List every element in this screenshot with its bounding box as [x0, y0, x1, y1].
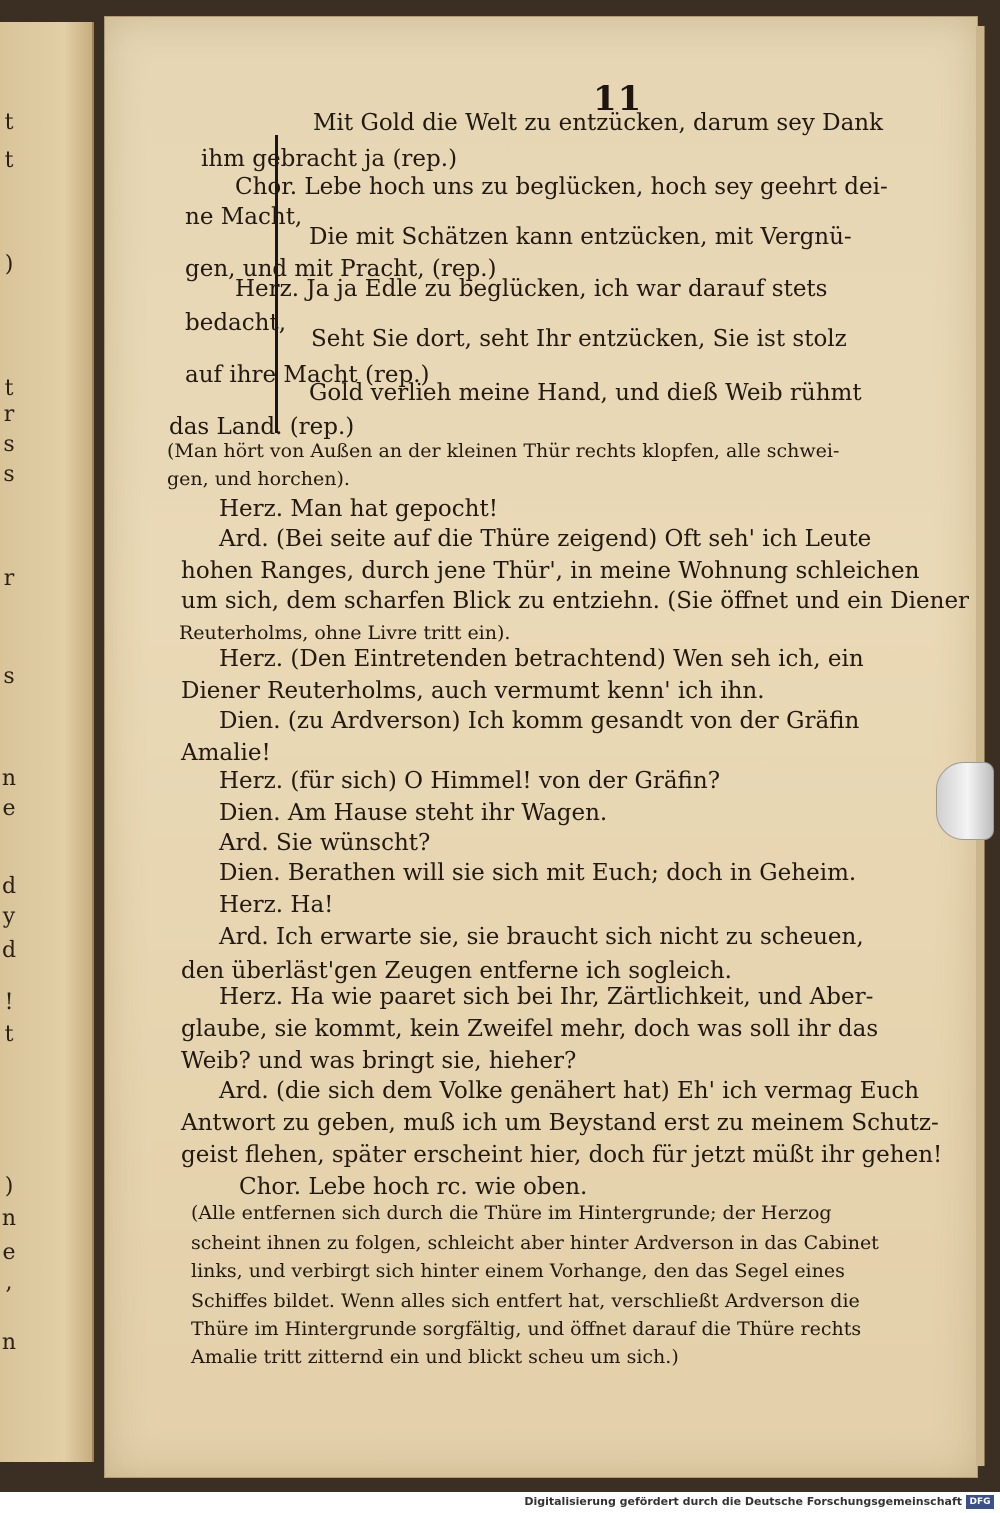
text-line: (Man hört von Außen an der kleinen Thür rechts klopfen, alle schwei-: [167, 440, 840, 462]
text-line: Herz. Ha!: [219, 892, 334, 918]
text-line: ihm gebracht ja (rep.): [201, 146, 458, 172]
text-line: Schiffes bildet. Wenn alles sich entfert hat, verschließt Ardverson die: [191, 1290, 860, 1312]
text-line: glaube, sie kommt, kein Zweifel mehr, doch was soll ihr das: [181, 1016, 879, 1042]
text-line: Dien. (zu Ardverson) Ich komm gesandt von der Gräfin: [219, 708, 860, 734]
margin-glyph: ): [4, 1174, 14, 1199]
margin-glyph: e: [2, 1240, 16, 1265]
text-line: Herz. (für sich) O Himmel! von der Gräfin?: [219, 768, 721, 794]
text-line: Amalie!: [181, 740, 271, 766]
margin-glyph: s: [3, 664, 15, 689]
margin-glyph: t: [4, 1022, 14, 1047]
text-line: Herz. (Den Eintretenden betrachtend) Wen seh ich, ein: [219, 646, 864, 672]
text-line: Ard. (die sich dem Volke genähert hat) Eh' ich vermag Euch: [219, 1078, 920, 1104]
text-line: geist flehen, später erscheint hier, doch für jetzt müßt ihr gehen!: [181, 1142, 943, 1168]
text-line: Ard. Ich erwarte sie, sie braucht sich nicht zu scheuen,: [219, 924, 864, 950]
margin-glyph: n: [1, 766, 17, 791]
text-line: (Alle entfernen sich durch die Thüre im Hintergrunde; der Herzog: [191, 1202, 832, 1224]
text-line: um sich, dem scharfen Blick zu entziehn. (Sie öffnet und ein Diener: [181, 588, 970, 614]
margin-glyph: d: [1, 938, 17, 963]
margin-glyph: n: [1, 1330, 17, 1355]
margin-glyph: t: [4, 110, 14, 135]
text-line: Chor. Lebe hoch uns zu beglücken, hoch sey geehrt dei-: [235, 174, 888, 200]
text-line: Ard. (Bei seite auf die Thüre zeigend) Oft seh' ich Leute: [219, 526, 872, 552]
margin-glyph: t: [4, 148, 14, 173]
text-line: Herz. Ja ja Edle zu beglücken, ich war darauf stets: [235, 276, 828, 302]
text-line: Dien. Berathen will sie sich mit Euch; doch in Geheim.: [219, 860, 857, 886]
page-number: 11: [593, 79, 643, 119]
margin-glyph: !: [4, 990, 14, 1015]
margin-glyph: r: [3, 566, 15, 591]
text-line: Dien. Am Hause steht ihr Wagen.: [219, 800, 608, 826]
margin-glyph: d: [1, 874, 17, 899]
margin-glyph: ,: [5, 1270, 13, 1295]
text-line: Herz. Man hat gepocht!: [219, 496, 498, 522]
text-line: hohen Ranges, durch jene Thür', in meine Wohnung schleichen: [181, 558, 920, 584]
dfg-logo: DFG: [966, 1495, 994, 1509]
text-line: Antwort zu geben, muß ich um Beystand erst zu meinem Schutz-: [181, 1110, 939, 1136]
margin-glyph: t: [4, 376, 14, 401]
text-line: den überläst'gen Zeugen entferne ich sogleich.: [181, 958, 732, 984]
margin-glyph: n: [1, 1206, 17, 1231]
text-line: auf ihre Macht (rep.): [185, 362, 430, 388]
text-line: scheint ihnen zu folgen, schleicht aber hinter Ardverson in das Cabinet: [191, 1232, 879, 1254]
text-line: das Land. (rep.): [169, 414, 355, 440]
page-edge: [976, 26, 985, 1466]
footer-bar: [0, 1492, 1000, 1513]
text-line: Thüre im Hintergrunde sorgfältig, und öffnet darauf die Thüre rechts: [191, 1318, 862, 1340]
footer-credit: Digitalisierung gefördert durch die Deutsche Forschungsgemeinschaft: [524, 1495, 962, 1508]
text-line: Amalie tritt zitternd ein und blickt scheu um sich.): [191, 1346, 679, 1368]
text-line: Seht Sie dort, seht Ihr entzücken, Sie ist stolz: [311, 326, 847, 352]
text-line: Chor. Lebe hoch rc. wie oben.: [239, 1174, 588, 1200]
text-line: gen, und mit Pracht, (rep.): [185, 256, 497, 282]
margin-glyph: s: [3, 432, 15, 457]
text-line: Mit Gold die Welt zu entzücken, darum sey Dank: [313, 110, 884, 136]
margin-glyph: ): [4, 252, 14, 277]
margin-glyph: e: [2, 796, 16, 821]
text-line: Die mit Schätzen kann entzücken, mit Vergnü-: [309, 224, 852, 250]
left-facing-page: [0, 22, 94, 1462]
text-line: links, und verbirgt sich hinter einem Vorhange, den das Segel eines: [191, 1260, 845, 1282]
text-line: Weib? und was bringt sie, hieher?: [181, 1048, 577, 1074]
page-clip: [936, 762, 994, 840]
text-line: Ard. Sie wünscht?: [219, 830, 431, 856]
text-line: ne Macht,: [185, 204, 303, 230]
book-page: [104, 16, 978, 1478]
text-line: Diener Reuterholms, auch vermumt kenn' ich ihn.: [181, 678, 765, 704]
margin-glyph: r: [3, 402, 15, 427]
margin-glyph: s: [3, 462, 15, 487]
text-line: Herz. Ha wie paaret sich bei Ihr, Zärtlichkeit, und Aber-: [219, 984, 874, 1010]
text-line: Reuterholms, ohne Livre tritt ein).: [179, 622, 511, 644]
text-line: gen, und horchen).: [167, 468, 350, 490]
text-line: bedacht,: [185, 310, 287, 336]
margin-glyph: y: [2, 904, 16, 929]
text-line: Gold verlieh meine Hand, und dieß Weib rühmt: [309, 380, 862, 406]
